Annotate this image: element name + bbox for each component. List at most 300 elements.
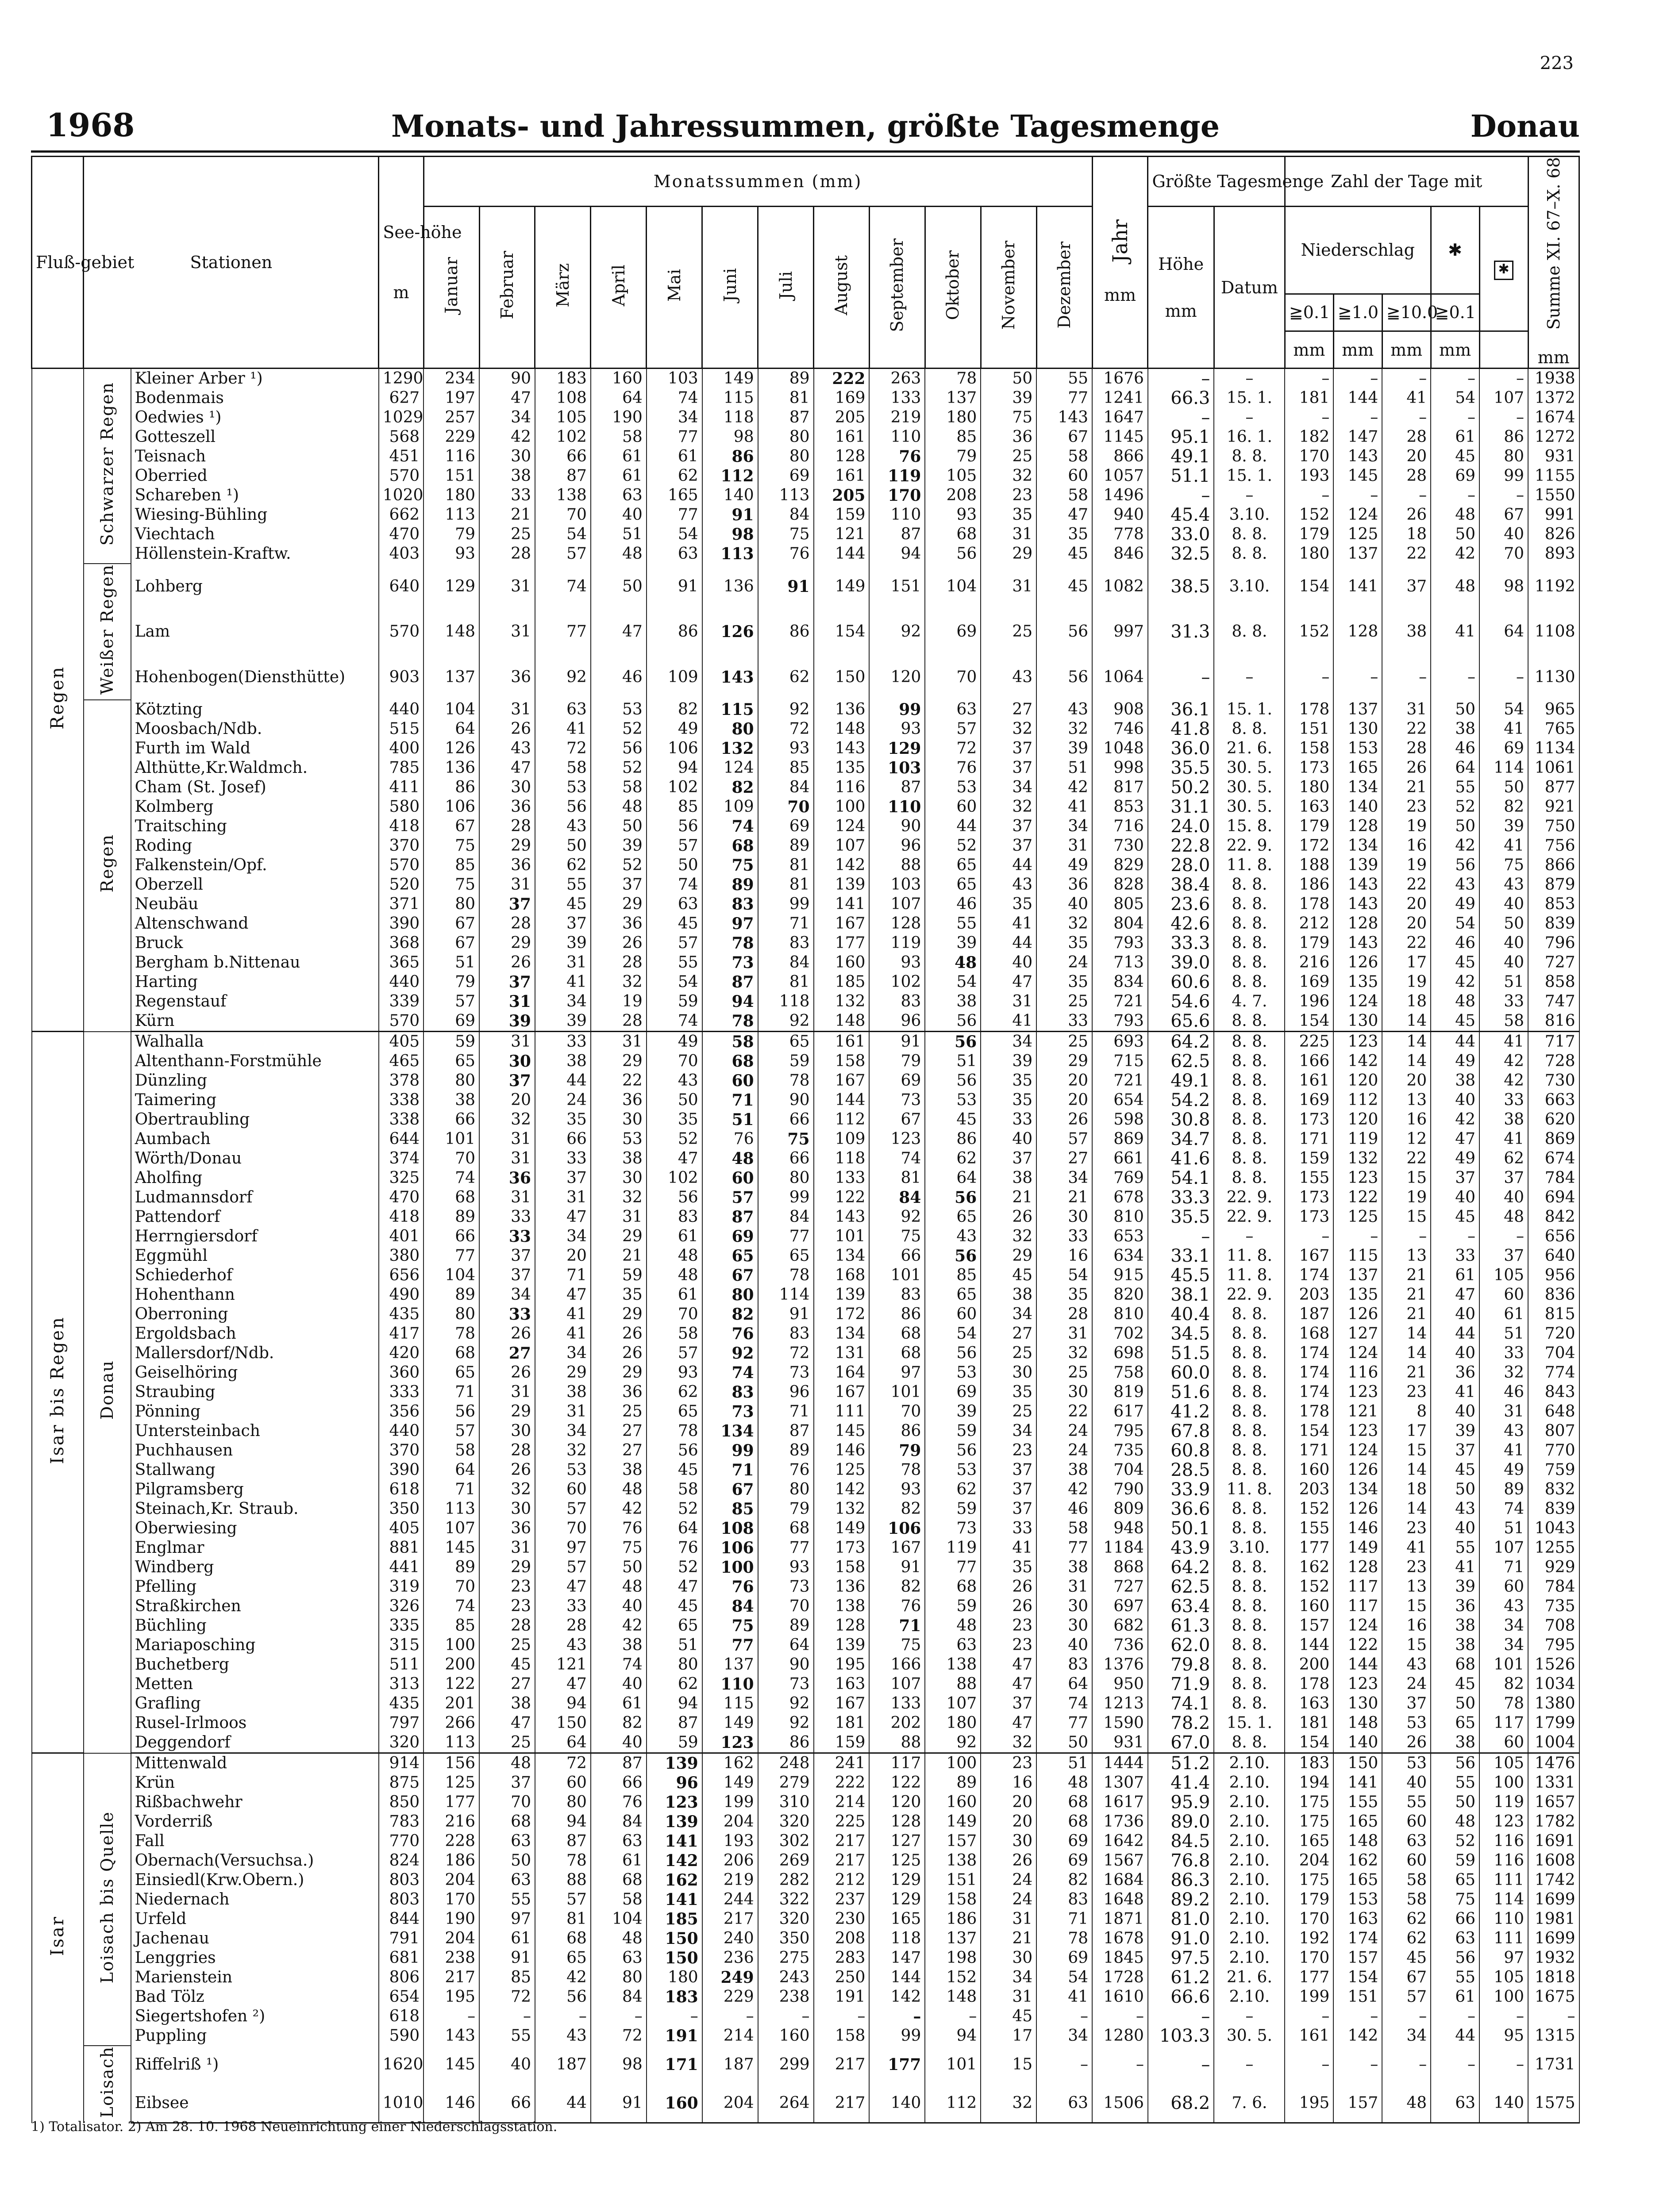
cell-aug: 195 (814, 1655, 870, 1674)
cell-snow-days: 38 (1431, 1636, 1479, 1655)
cell-snow-cover-days: 41 (1479, 1441, 1528, 1460)
cell-aug: 172 (814, 1305, 870, 1324)
cell-sep: 68 (869, 1344, 925, 1363)
cell-feb: 38 (479, 466, 535, 486)
cell-aug: 217 (814, 2084, 870, 2123)
cell-sep: 79 (869, 1441, 925, 1460)
cell-dec: 60 (1036, 466, 1092, 486)
cell-altitude: 783 (379, 1812, 424, 1832)
river-basin-text: Regen (47, 665, 68, 730)
cell-jul: 80 (758, 1480, 814, 1499)
cell-sum-xi-x: 839 (1528, 914, 1579, 933)
cell-jan: 93 (424, 544, 479, 564)
cell-jan: 104 (424, 700, 479, 719)
cell-days-01: 162 (1285, 1558, 1333, 1577)
cell-may: 45 (647, 1597, 702, 1616)
cell-apr: 36 (591, 914, 647, 933)
cell-days-100: 37 (1382, 1694, 1431, 1713)
cell-oct: 56 (925, 1032, 981, 1052)
table-row (32, 1519, 1579, 1538)
cell-station-name: Untersteinbach (131, 1421, 379, 1441)
cell-max-daily: 28.5 (1148, 1460, 1214, 1480)
cell-snow-cover-days: 111 (1479, 1870, 1528, 1890)
cell-aug: 134 (814, 1324, 870, 1344)
cell-jun: 97 (702, 914, 758, 933)
cell-max-date: 8. 8. (1214, 1402, 1285, 1421)
cell-nov: 32 (981, 466, 1036, 486)
cell-jul: 66 (758, 1149, 814, 1168)
cell-station-name: Buchetberg (131, 1655, 379, 1674)
cell-dec: 77 (1036, 1538, 1092, 1558)
cell-aug: 173 (814, 1538, 870, 1558)
cell-max-daily: 51.2 (1148, 1753, 1214, 1774)
cell-jul: 81 (758, 856, 814, 875)
cell-apr: – (591, 2007, 647, 2026)
sub-basin-label (84, 700, 131, 1032)
cell-days-10: 124 (1333, 1616, 1382, 1636)
cell-nov: 33 (981, 1110, 1036, 1129)
cell-sep: 67 (869, 1110, 925, 1129)
cell-station-name: Oedwies ¹) (131, 408, 379, 427)
cell-apr: 30 (591, 1110, 647, 1129)
cell-year-total: 704 (1092, 1460, 1148, 1480)
cell-mar: 31 (535, 1188, 591, 1207)
cell-jun: 244 (702, 1890, 758, 1909)
cell-max-date: 8. 8. (1214, 1499, 1285, 1519)
cell-may: 35 (647, 1110, 702, 1129)
cell-nov: 21 (981, 1188, 1036, 1207)
cell-year-total: 846 (1092, 544, 1148, 564)
cell-apr: 28 (591, 953, 647, 972)
cell-snow-days: 54 (1431, 388, 1479, 408)
cell-altitude: 640 (379, 564, 424, 609)
cell-dec: 50 (1036, 1733, 1092, 1753)
cell-apr: 59 (591, 1266, 647, 1285)
cell-feb: 31 (479, 564, 535, 609)
col-august: August (814, 207, 870, 369)
thr-unit-4: mm (1431, 331, 1479, 368)
cell-aug: 118 (814, 1149, 870, 1168)
cell-oct: 78 (925, 369, 981, 389)
cell-mar: 66 (535, 1129, 591, 1149)
cell-aug: 136 (814, 1577, 870, 1597)
cell-max-daily: 43.9 (1148, 1538, 1214, 1558)
cell-sum-xi-x: 1932 (1528, 1948, 1579, 1968)
cell-nov: 35 (981, 1558, 1036, 1577)
cell-days-100: 62 (1382, 1929, 1431, 1948)
table-row (32, 1773, 1579, 1793)
cell-oct: 62 (925, 1480, 981, 1499)
cell-may: 70 (647, 1305, 702, 1324)
cell-max-daily: 31.3 (1148, 609, 1214, 655)
cell-altitude: 806 (379, 1968, 424, 1987)
cell-altitude: 441 (379, 1558, 424, 1577)
table-row (32, 719, 1579, 739)
cell-sep: 76 (869, 447, 925, 466)
cell-oct: 89 (925, 1773, 981, 1793)
table-row (32, 1207, 1579, 1227)
cell-snow-cover-days: 43 (1479, 1597, 1528, 1616)
cell-days-10: 135 (1333, 972, 1382, 992)
cell-mar: 47 (535, 1577, 591, 1597)
cell-snow-cover-days: 116 (1479, 1832, 1528, 1851)
cell-sum-xi-x: 704 (1528, 1344, 1579, 1363)
cell-snow-cover-days: 116 (1479, 1851, 1528, 1870)
cell-station-name: Kötzting (131, 700, 379, 719)
cell-apr: 50 (591, 1558, 647, 1577)
cell-days-01: 155 (1285, 1168, 1333, 1188)
cell-station-name: Bodenmais (131, 388, 379, 408)
cell-oct: 52 (925, 836, 981, 856)
cell-snow-days: 42 (1431, 972, 1479, 992)
cell-jan: 204 (424, 1870, 479, 1890)
cell-feb: 28 (479, 914, 535, 933)
cell-altitude: 824 (379, 1851, 424, 1870)
cell-snow-days: 48 (1431, 564, 1479, 609)
cell-snow-days: 63 (1431, 2084, 1479, 2123)
cell-apr: 27 (591, 1441, 647, 1460)
cell-aug: 217 (814, 1832, 870, 1851)
cell-apr: 38 (591, 1149, 647, 1168)
cell-station-name: Viechtach (131, 525, 379, 544)
cell-snow-days: 45 (1431, 953, 1479, 972)
cell-jun: 80 (702, 1285, 758, 1305)
cell-altitude: 313 (379, 1674, 424, 1694)
cell-jan: 80 (424, 895, 479, 914)
cell-max-daily: 35.5 (1148, 758, 1214, 778)
cell-jan: 106 (424, 797, 479, 817)
table-row (32, 1538, 1579, 1558)
cell-jul: 90 (758, 1091, 814, 1110)
cell-mar: 183 (535, 369, 591, 389)
cell-may: 106 (647, 739, 702, 758)
cell-mar: 80 (535, 1793, 591, 1812)
cell-mar: 53 (535, 778, 591, 797)
cell-dec: 69 (1036, 1851, 1092, 1870)
cell-mar: 28 (535, 1616, 591, 1636)
cell-nov: 26 (981, 1577, 1036, 1597)
cell-aug: 139 (814, 1285, 870, 1305)
cell-mar: 33 (535, 1597, 591, 1616)
cell-max-daily: 95.9 (1148, 1793, 1214, 1812)
cell-altitude: 435 (379, 1305, 424, 1324)
cell-jun: 110 (702, 1674, 758, 1694)
cell-jul: 118 (758, 992, 814, 1011)
cell-snow-cover-days: 101 (1479, 1655, 1528, 1674)
cell-station-name: Puppling (131, 2026, 379, 2046)
cell-nov: 26 (981, 1207, 1036, 1227)
river-basin-label (32, 369, 84, 1032)
cell-snow-cover-days: 37 (1479, 1246, 1528, 1266)
cell-feb: 33 (479, 1207, 535, 1227)
cell-jan: 234 (424, 369, 479, 389)
cell-mar: 121 (535, 1655, 591, 1674)
cell-apr: 40 (591, 1597, 647, 1616)
cell-nov: 23 (981, 486, 1036, 505)
cell-jan: 75 (424, 875, 479, 895)
col-juni: Juni (702, 207, 758, 369)
cell-year-total: 758 (1092, 1363, 1148, 1382)
cell-max-daily: 103.3 (1148, 2026, 1214, 2046)
cell-days-10: 165 (1333, 1812, 1382, 1832)
cell-jun: 134 (702, 1421, 758, 1441)
table-row (32, 564, 1579, 609)
cell-apr: 84 (591, 1812, 647, 1832)
cell-sum-xi-x: 674 (1528, 1149, 1579, 1168)
table-row (32, 2026, 1579, 2046)
cell-days-10: 137 (1333, 700, 1382, 719)
cell-max-date: 8. 8. (1214, 544, 1285, 564)
cell-aug: 141 (814, 895, 870, 914)
cell-days-01: 186 (1285, 875, 1333, 895)
cell-snow-days: 46 (1431, 933, 1479, 953)
cell-altitude: 405 (379, 1032, 424, 1052)
cell-sep: 83 (869, 992, 925, 1011)
cell-feb: 26 (479, 1460, 535, 1480)
cell-sum-xi-x: 727 (1528, 953, 1579, 972)
cell-may: 77 (647, 505, 702, 525)
cell-jun: 106 (702, 1538, 758, 1558)
cell-altitude: 627 (379, 388, 424, 408)
cell-sum-xi-x: 694 (1528, 1188, 1579, 1207)
cell-aug: 167 (814, 1694, 870, 1713)
cell-nov: 43 (981, 655, 1036, 700)
cell-aug: 230 (814, 1909, 870, 1929)
cell-days-01: 199 (1285, 1987, 1333, 2007)
cell-days-100: 23 (1382, 1519, 1431, 1538)
cell-max-daily: 39.0 (1148, 953, 1214, 972)
cell-max-daily: 84.5 (1148, 1832, 1214, 1851)
cell-year-total: 1496 (1092, 486, 1148, 505)
cell-may: 62 (647, 1674, 702, 1694)
cell-days-01: 192 (1285, 1929, 1333, 1948)
cell-apr: 53 (591, 700, 647, 719)
cell-jan: 195 (424, 1987, 479, 2007)
cell-oct: 105 (925, 466, 981, 486)
cell-aug: 132 (814, 992, 870, 1011)
cell-days-100: 45 (1382, 1948, 1431, 1968)
cell-mar: 34 (535, 1227, 591, 1246)
cell-max-date: 8. 8. (1214, 1011, 1285, 1032)
cell-sum-xi-x: 842 (1528, 1207, 1579, 1227)
cell-max-date: 8. 8. (1214, 1110, 1285, 1129)
cell-days-10: 128 (1333, 609, 1382, 655)
cell-nov: 35 (981, 1071, 1036, 1091)
cell-days-01: 203 (1285, 1480, 1333, 1499)
cell-dec: 35 (1036, 1285, 1092, 1305)
cell-mar: 41 (535, 972, 591, 992)
cell-snow-cover-days: 51 (1479, 1324, 1528, 1344)
cell-jun: – (702, 2007, 758, 2026)
cell-days-100: 22 (1382, 544, 1431, 564)
cell-days-01: – (1285, 2046, 1333, 2084)
cell-days-100: 17 (1382, 953, 1431, 972)
cell-mar: 68 (535, 1929, 591, 1948)
cell-nov: 32 (981, 719, 1036, 739)
cell-nov: 39 (981, 1052, 1036, 1071)
cell-apr: 42 (591, 1499, 647, 1519)
cell-days-100: 8 (1382, 1402, 1431, 1421)
cell-jan: 170 (424, 1890, 479, 1909)
cell-apr: 68 (591, 1870, 647, 1890)
cell-sep: 91 (869, 1558, 925, 1577)
cell-aug: 149 (814, 1519, 870, 1538)
cell-max-date: – (1214, 486, 1285, 505)
cell-feb: 29 (479, 933, 535, 953)
cell-oct: 59 (925, 1597, 981, 1616)
cell-sum-xi-x: – (1528, 2007, 1579, 2026)
cell-days-01: 174 (1285, 1266, 1333, 1285)
cell-sep: 68 (869, 1324, 925, 1344)
cell-oct: 68 (925, 525, 981, 544)
cell-snow-days: 38 (1431, 1733, 1479, 1753)
cell-snow-days: – (1431, 2007, 1479, 2026)
cell-aug: 169 (814, 388, 870, 408)
cell-jul: 83 (758, 1324, 814, 1344)
cell-snow-cover-days: 111 (1479, 1929, 1528, 1948)
cell-snow-days: 48 (1431, 505, 1479, 525)
cell-days-01: 157 (1285, 1616, 1333, 1636)
cell-days-10: 134 (1333, 836, 1382, 856)
cell-days-01: 180 (1285, 778, 1333, 797)
cell-max-daily: – (1148, 655, 1214, 700)
table-row (32, 486, 1579, 505)
cell-nov: 17 (981, 2026, 1036, 2046)
cell-apr: 66 (591, 1773, 647, 1793)
table-row (32, 466, 1579, 486)
cell-max-date: 2.10. (1214, 1948, 1285, 1968)
cell-max-daily: 36.1 (1148, 700, 1214, 719)
cell-dec: 30 (1036, 1382, 1092, 1402)
cell-snow-cover-days: 98 (1479, 564, 1528, 609)
cell-jan: 38 (424, 1091, 479, 1110)
table-row (32, 2007, 1579, 2026)
cell-nov: 37 (981, 1149, 1036, 1168)
cell-nov: 27 (981, 700, 1036, 719)
cell-altitude: 570 (379, 609, 424, 655)
cell-nov: 37 (981, 1460, 1036, 1480)
cell-may: 59 (647, 1733, 702, 1753)
cell-may: 141 (647, 1832, 702, 1851)
cell-station-name: Marienstein (131, 1968, 379, 1987)
sub-basin-text: Loisach (97, 2046, 117, 2118)
table-body (32, 369, 1579, 2123)
cell-jul: 93 (758, 739, 814, 758)
cell-apr: 48 (591, 1480, 647, 1499)
cell-aug: 111 (814, 1402, 870, 1421)
cell-may: 58 (647, 1324, 702, 1344)
cell-sep: 142 (869, 1987, 925, 2007)
cell-aug: 148 (814, 1011, 870, 1032)
cell-aug: 222 (814, 1773, 870, 1793)
cell-feb: 47 (479, 1713, 535, 1733)
table-row (32, 1071, 1579, 1091)
cell-snow-cover-days: 100 (1479, 1987, 1528, 2007)
cell-station-name: Straßkirchen (131, 1597, 379, 1616)
cell-mar: 43 (535, 1636, 591, 1655)
cell-may: 141 (647, 1890, 702, 1909)
cell-altitude: 417 (379, 1324, 424, 1344)
cell-sep: 119 (869, 466, 925, 486)
cell-altitude: 844 (379, 1909, 424, 1929)
cell-station-name: Lam (131, 609, 379, 655)
cell-snow-days: – (1431, 408, 1479, 427)
cell-jun: 77 (702, 1636, 758, 1655)
cell-feb: 37 (479, 972, 535, 992)
col-groesste-tagesmenge: Größte Tagesmenge (1148, 157, 1285, 207)
cell-snow-days: 45 (1431, 1674, 1479, 1694)
cell-oct: 160 (925, 1793, 981, 1812)
cell-may: 150 (647, 1929, 702, 1948)
cell-feb: 26 (479, 1324, 535, 1344)
cell-oct: 86 (925, 1129, 981, 1149)
cell-snow-days: 38 (1431, 719, 1479, 739)
cell-station-name: Jachenau (131, 1929, 379, 1948)
cell-days-10: 137 (1333, 544, 1382, 564)
cell-oct: 53 (925, 1460, 981, 1480)
cell-days-100: 37 (1382, 564, 1431, 609)
cell-jun: 73 (702, 1402, 758, 1421)
cell-dec: 78 (1036, 1929, 1092, 1948)
cell-jun: 124 (702, 758, 758, 778)
cell-may: 102 (647, 1168, 702, 1188)
cell-oct: 54 (925, 972, 981, 992)
cell-feb: 25 (479, 1636, 535, 1655)
cell-days-10: – (1333, 2007, 1382, 2026)
cell-year-total: 1642 (1092, 1832, 1148, 1851)
cell-snow-days: 55 (1431, 1968, 1479, 1987)
cell-sep: 147 (869, 1948, 925, 1968)
cell-sum-xi-x: 747 (1528, 992, 1579, 1011)
cell-apr: 61 (591, 1694, 647, 1713)
cell-dec: 35 (1036, 525, 1092, 544)
cell-snow-days: 41 (1431, 609, 1479, 655)
cell-nov: 31 (981, 1909, 1036, 1929)
cell-may: 171 (647, 2046, 702, 2084)
cell-days-01: 181 (1285, 1713, 1333, 1733)
cell-aug: 217 (814, 1851, 870, 1870)
cell-altitude: 325 (379, 1168, 424, 1188)
cell-feb: 31 (479, 609, 535, 655)
cell-jul: 76 (758, 544, 814, 564)
cell-sep: 82 (869, 1577, 925, 1597)
cell-sum-xi-x: 879 (1528, 875, 1579, 895)
cell-snow-cover-days: 110 (1479, 1909, 1528, 1929)
cell-station-name: Falkenstein/Opf. (131, 856, 379, 875)
cell-snow-days: – (1431, 1227, 1479, 1246)
cell-apr: 48 (591, 1577, 647, 1597)
cell-oct: 138 (925, 1851, 981, 1870)
cell-sep: 93 (869, 719, 925, 739)
cell-altitude: 339 (379, 992, 424, 1011)
table-row (32, 758, 1579, 778)
cell-dec: 57 (1036, 1129, 1092, 1149)
page-number: 223 (1540, 53, 1574, 73)
cell-jul: 78 (758, 1266, 814, 1285)
cell-days-10: – (1333, 655, 1382, 700)
cell-apr: 27 (591, 1421, 647, 1441)
cell-apr: 38 (591, 1460, 647, 1480)
cell-max-date: 8. 8. (1214, 1129, 1285, 1149)
cell-snow-days: 47 (1431, 1285, 1479, 1305)
cell-sep: 75 (869, 1636, 925, 1655)
cell-may: 74 (647, 388, 702, 408)
cell-altitude: 338 (379, 1110, 424, 1129)
col-april: April (591, 207, 647, 369)
cell-apr: 35 (591, 1285, 647, 1305)
cell-station-name: Krün (131, 1773, 379, 1793)
table-row (32, 817, 1579, 836)
